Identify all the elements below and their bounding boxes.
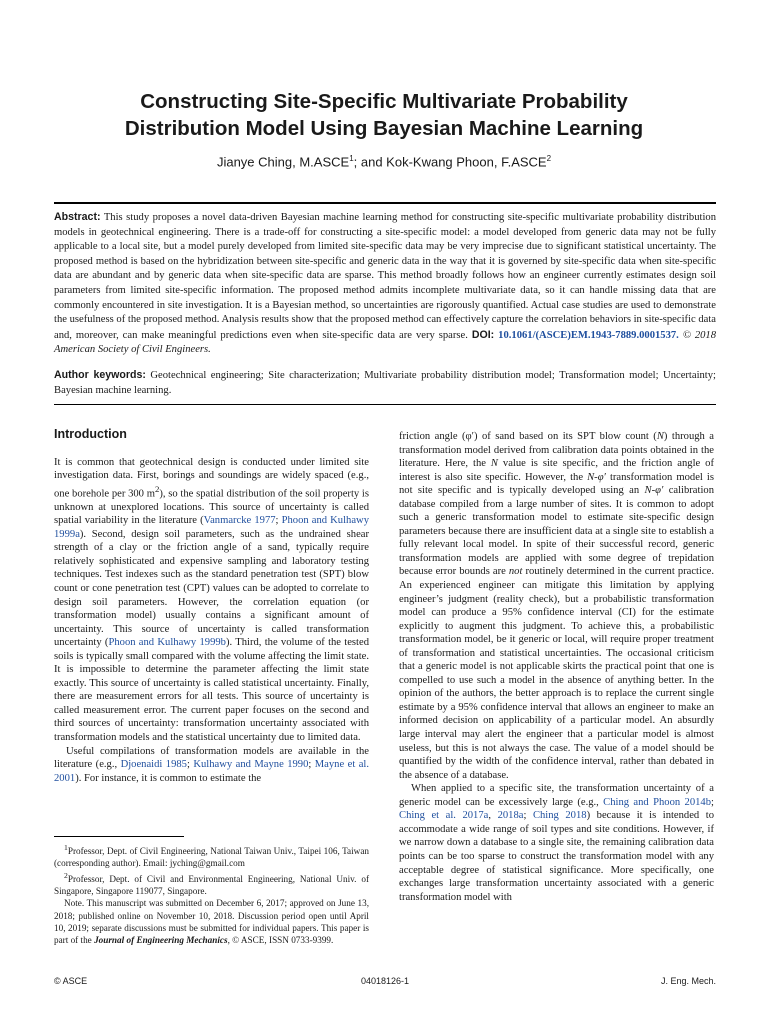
footnote-mark: 2 (64, 870, 68, 880)
text-run: ; (186, 759, 194, 771)
text-run: calibration database compiled from a large number of sites. It is common to adopt such a generic transformation model to estimate site-specific design parameters because there are insufficient data at a single site to establish a fully relevant local model. In spite of their successful record, generic transformation models are applied with some degree of trepidation because error bounds are (399, 485, 714, 578)
math-symbol: N (490, 458, 498, 470)
math-symbol: N (656, 431, 664, 442)
text-run: Useful compilations of transformation models are available in the literature (e.g., (54, 745, 369, 771)
citation-link[interactable]: Ching 2018 (532, 810, 587, 822)
footnote-divider (54, 836, 184, 837)
abstract-copyright: © 2018 American Society of Civil Engineers. (54, 329, 717, 356)
intro-paragraph-1 (54, 456, 369, 745)
author-2: Kok-Kwang Phoon, F.ASCE (386, 154, 547, 170)
citation-link[interactable]: Mayne et al. 2001 (54, 759, 369, 784)
abstract (54, 210, 716, 358)
math-symbol: N-φ′ (587, 471, 606, 483)
title-block (40, 88, 728, 169)
text-run: ; (711, 796, 714, 808)
abstract-box (54, 202, 716, 405)
citation-link[interactable]: Phoon and Kulhawy 1999b (108, 637, 226, 649)
citation-link[interactable]: Kulhawy and Mayne 1990 (193, 759, 309, 771)
author-1-affiliation-mark: 1 (349, 154, 354, 163)
authors (40, 154, 728, 169)
author-1: Jianye Ching, M.ASCE (216, 154, 350, 170)
text-run: value is site specific, and the friction angle of interest is also site specific. However, the (399, 458, 715, 483)
text-run: ) through a transformation model derived from calibration data points obtained in the literature. Here, the (399, 431, 715, 470)
text-run: routinely determined in the current practice. An experienced engineer can mitigate this limitation by applying engineer’s judgment (reality check), but a probabilistic transformation model can produce a 95% confidence interval (CI) for the estimate explicitly to augment this judgment. To achieve this, a probabilistic transformation model, be it generic or local, will require proper treatment of transformation and statistical uncertainties. The occasional criticism that a generic model is not applicable skirts the practical point that one is compelled to use such a model in the absence of anything better. In the opinion of the authors, the better approach is to replace the current single estimate by a 95% confidence interval that allows an engineer to make an informed decision on applicability of a particular model. An absurdly large interval may alert the engineer that a particular model is almost useless, but this is not always the case. The value of a model should be quantified by the width of the confidence interval, rather than debated in the absence of a database. (399, 566, 714, 781)
citation-link[interactable]: Phoon and Kulhawy 1999a (54, 515, 369, 540)
paper-title (40, 88, 728, 142)
doi-label: DOI: (471, 328, 495, 341)
footer-article-number: 04018126-1 (360, 976, 410, 986)
title-line-1: Constructing Site-Specific Multivariate Probability (140, 90, 628, 113)
text-run: ; (275, 515, 282, 527)
right-paragraph-2 (399, 782, 714, 904)
right-column (399, 430, 714, 904)
citation-link[interactable]: Ching and Phoon 2014b (603, 796, 712, 808)
abstract-label: Abstract: (54, 211, 101, 223)
text-run: When applied to a specific site, the transformation uncertainty of a generic model can be excessively large (e.g., (399, 783, 714, 808)
footnote-note (54, 897, 369, 946)
text-run: transformation model is not site specific and is typically developed using an (399, 471, 714, 497)
text-run: ), so the spatial distribution of the soil property is unknown at unexplored locations. This source of uncertainty is called spatial variability in the literature ( (54, 488, 369, 527)
footnote-text: Professor, Dept. of Civil and Environmental Engineering, National Univ. of Singapore, Singapore 119077, Singapore. (54, 873, 369, 897)
footnote-1 (54, 842, 369, 870)
text-run: ). Third, the volume of the tested soils is typically small compared with the volume affecting the limit state. It is impossible to determine the parameter affecting the limit state exactly. This source of uncertainty is called statistical uncertainty. Finally, there are measurement errors for all tests. This source of uncertainty is called measurement error. The current paper focuses on the second and third sources of uncertainty: transformation uncertainty associated with transformation models and the statistical uncertainty due to limited data. (54, 637, 369, 744)
footnote-mark: 1 (64, 843, 68, 852)
footer-publisher: © ASCE (54, 976, 88, 986)
text-run: , (488, 810, 498, 822)
abstract-text: This study proposes a novel data-driven Bayesian machine learning method for constructing site-specific multivariate probability distribution models in geotechnical engineering. There is a trade-off for constructing a site-specific model: a model developed from generic data may not be fully applicable to a local site, but a model purely developed from limited site-specific data may be very imprecise due to significant statistical uncertainty. The proposed method is based on the hybridization between site-specific and generic data in the way that it is governed by site-specific data when site-specific data are abundant and by generic data when site-specific data are sparse. This method broadly follows how an engineer currently estimates design soil parameters from limited site-specific information. The proposed method admits incomplete multivariate data, so it can handle missing data that are commonly encountered in site investigation. It is a Bayesian method, so uncertainties are rigorously quantified. Actual case studies are used to demonstrate the usefulness of the proposed method. Analysis results show that the proposed method can effectively capture the correlation behaviors in site-specific data and, moreover, can make meaningful predictions even when site-specific data are very sparse. (54, 212, 716, 341)
footnote-text: Note. This manuscript was submitted on December 6, 2017; approved on June 13, 2018; published online on November 10, 2018. Discussion period open until April 10, 2019; separate discussions must be submitted for individual papers. This paper is part of the (54, 898, 369, 946)
keywords-text: Geotechnical engineering; Site characterization; Multivariate probability distribution model; Transformation model; Uncertainty; Bayesian machine learning. (54, 369, 716, 396)
text-run: ). Second, design soil parameters, such as the undrained shear strength of a clay or the friction angle of a sand, typically require relatively sophisticated and expensive sampling and laboratory testing techniques. Test indexes such as the standard penetration test (SPT) blow count or cone penetration test (CPT) values can be adopted to correlate to design soil parameters. However, the correlation equation (or transformation model) usually contains a significant amount of uncertainty. This source of uncertainty is called transformation uncertainty ( (54, 528, 369, 649)
text-run: ) because it is intended to accommodate a wide range of soil types and site conditions. However, if we narrow down a database to a single site, the remaining calibration data points can be too sparse to construct the transformation model with any acceptable degree of statistical significance. More specifically, one exchanges large transformation uncertainty associated with a generic transformation model with (399, 810, 715, 903)
footnotes (54, 842, 369, 947)
text-run: ; (308, 759, 315, 771)
citation-link[interactable]: 2018a (497, 810, 524, 822)
text-run: ). For instance, it is common to estimate the (75, 772, 262, 784)
author-2-affiliation-mark: 2 (546, 154, 552, 163)
citation-link[interactable]: Djoenaidi 1985 (120, 759, 187, 771)
authors-separator: ; and (353, 154, 387, 170)
emphasis: not (508, 566, 523, 578)
citation-link[interactable]: Vanmarcke 1977 (203, 515, 276, 527)
left-column (54, 428, 369, 785)
author-keywords (54, 368, 716, 398)
section-heading-introduction: Introduction (54, 427, 127, 441)
text-run: ; (523, 810, 533, 822)
keywords-label: Author keywords: (54, 368, 146, 381)
math-symbol: N-φ′ (644, 485, 664, 497)
footnote-text: , © ASCE, ISSN 0733-9399. (227, 935, 334, 946)
text-run: It is common that geotechnical design is conducted under limited site investigation data. First, borings and soundings are widely spaced (e.g., one borehole per 300 m (54, 456, 369, 500)
doi-link[interactable]: 10.1061/(ASCE)EM.1943-7889.0001537. (498, 329, 679, 341)
citation-link[interactable]: Ching et al. 2017a (399, 810, 489, 822)
footnote-2 (54, 870, 369, 898)
superscript: 2 (154, 483, 160, 494)
footnote-text: Professor, Dept. of Civil Engineering, National Taiwan Univ., Taipei 106, Taiwan (corresponding author). Email: jyching@gmail.com (54, 846, 369, 869)
intro-paragraph-2 (54, 745, 369, 786)
journal-name: Journal of Engineering Mechanics (94, 935, 228, 946)
title-line-2: Distribution Model Using Bayesian Machine Learning (124, 117, 644, 140)
right-paragraph-1 (399, 430, 714, 782)
footer-journal: J. Eng. Mech. (660, 976, 716, 986)
text-run: friction angle (φ′) of sand based on its SPT blow count ( (399, 431, 657, 442)
